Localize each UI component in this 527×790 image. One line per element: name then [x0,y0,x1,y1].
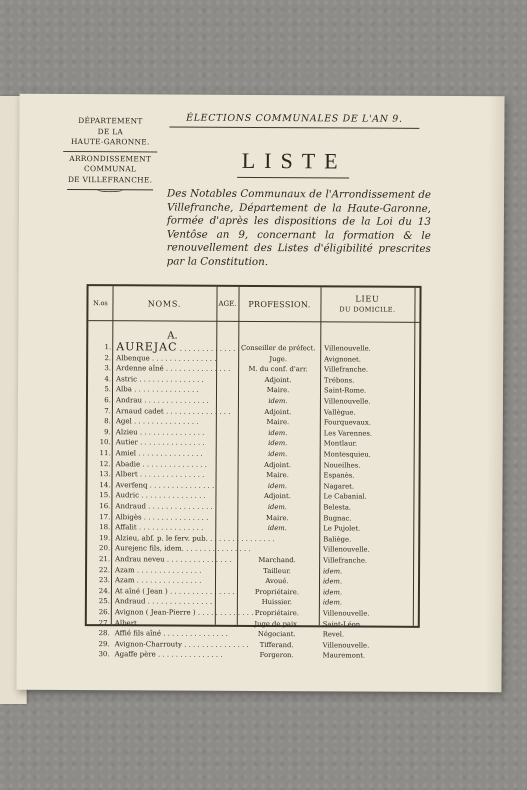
department-line-2: DE LA [97,126,124,136]
arrondissement-line-3: DE VILLEFRANCHE. [67,174,153,184]
row-name: Albert . . . . . . . . . . . . . . . [114,618,204,628]
row-profession: Adjoint. [264,407,292,416]
row-profession: idem. [267,503,288,512]
row-lieu: Saint-Rome. [323,386,367,395]
row-lieu: Espanès. [323,471,355,480]
col-header-profession: PROFESSION. [248,299,311,309]
row-number: 4. [104,374,112,384]
row-lieu: Bugnac. [323,513,352,523]
row-profession: Forgeron. [259,651,294,660]
arrondissement-line-2: COMMUNAL [84,164,137,174]
row-number: 2. [104,353,112,362]
row-lieu: Montlaur. [323,439,358,448]
row-name: Albigès . . . . . . . . . . . . . . . [115,512,209,522]
row-lieu: Le Pujolet. [323,524,361,533]
row-lieu: Villenouvelle. [322,641,370,650]
row-number: 16. [99,502,111,511]
row-number: 26. [98,608,110,617]
row-name: Alba . . . . . . . . . . . . . . . [115,385,199,395]
row-profession: Propriétaire. [254,608,299,618]
row-number: 7. [104,406,111,415]
row-number: 5. [104,385,112,394]
row-lieu: Villenouvelle. [322,609,370,618]
row-lieu: Le Cabanial. [323,492,367,501]
row-number: 14. [99,480,111,490]
row-profession: Propriétaire. [254,587,300,597]
row-number: 22. [98,565,111,574]
row-number: 20. [99,544,111,553]
row-lieu: Avignonet. [324,354,361,364]
row-name: Alzieu, abf. p. le ferv. pub. . . . . . . . . . . . . . . . [115,534,275,543]
table-row [87,649,418,661]
row-name: Avignon-Charrouty . . . . . . . . . . . . . . . [114,640,249,649]
row-name: Abadie . . . . . . . . . . . . . . . [115,459,207,469]
row-name: Amiel . . . . . . . . . . . . . . . [115,449,203,458]
row-profession: Avoué. [265,577,289,586]
row-name: Astric . . . . . . . . . . . . . . . [116,375,204,384]
row-number: 3. [104,364,112,373]
row-lieu: idem. [322,577,343,586]
row-lieu: Villenouvelle. [323,545,370,554]
row-profession: idem. [268,428,288,437]
row-profession: Maire. [266,471,289,480]
row-lieu: Villefranche. [323,556,368,565]
row-lieu: Nagaret. [323,482,355,491]
arrondissement-line-1: ARRONDISSEMENT [69,153,152,163]
row-name: Azam . . . . . . . . . . . . . . . [115,565,202,575]
ornamental-rule [67,189,153,190]
col-header-age: AGE. [218,299,237,308]
row-lieu: idem. [323,566,343,576]
row-profession: Adjoint. [264,460,292,469]
row-lieu: Les Varennes. [323,429,373,438]
row-name: Averfenq . . . . . . . . . . . . . . . [115,481,215,490]
row-profession: Tifferand. [259,640,294,649]
row-profession: Huissier. [261,598,293,607]
col-header-lieu-title: LIEU [355,294,380,304]
row-profession: idem. [268,439,288,448]
row-profession: idem. [268,397,288,406]
row-number: 12. [99,459,111,468]
row-name: Andrau . . . . . . . . . . . . . . . [115,396,209,405]
row-lieu: Trébons. [324,376,355,385]
row-profession: idem. [267,524,287,533]
table-body [88,340,419,660]
row-profession: Juge. [269,354,288,363]
title-rule [237,177,349,179]
row-profession: Adjoint. [264,375,292,384]
section-letter: A. [167,330,178,342]
row-name: Agel . . . . . . . . . . . . . . . [115,417,199,426]
row-number: 27. [98,618,110,627]
row-number: 24. [98,586,110,596]
row-profession: Marchand. [258,555,296,565]
col-header-names: NOMS. [147,298,182,309]
row-lieu: idem. [322,588,343,597]
row-profession: Maire. [266,386,290,395]
row-name: Arnaud cadet . . . . . . . . . . . . . . . [115,406,231,416]
row-name: Avignon ( Jean-Pierre ) . . . . . . . . . . . . . . . [114,608,263,618]
row-number: 17. [99,512,111,521]
row-name: Andraud . . . . . . . . . . . . . . . [115,502,213,511]
row-profession: Adjoint. [263,492,291,501]
row-number: 28. [98,629,110,638]
row-profession: Juge de paix. [254,619,300,628]
row-profession: M. du conf. d'arr. [248,365,308,374]
row-name: Azam . . . . . . . . . . . . . . . [114,576,202,585]
department-line-1: DÉPARTEMENT [78,116,143,126]
row-number: 23. [98,576,111,585]
row-name: Alzieu . . . . . . . . . . . . . . . [115,428,205,437]
department-line-3: HAUTE-GARONNE. [70,137,150,147]
row-lieu: idem. [322,598,343,607]
row-number: 25. [98,597,110,606]
row-lieu: Revel. [322,630,345,639]
row-name: Andrau neveu . . . . . . . . . . . . . . . [115,555,232,564]
row-lieu: Baliège. [323,535,352,544]
row-lieu: Vallègue. [323,407,356,417]
row-number: 18. [99,523,111,532]
row-number: 30. [98,650,110,659]
document-page [16,94,504,693]
row-lieu: Montesquieu. [323,450,371,459]
department-rule [63,150,157,151]
row-name: Autier . . . . . . . . . . . . . . . [115,438,205,448]
row-lieu: Fourquevaux. [323,418,371,427]
title-description: Des Notables Communaux de l'Arrondissement de Villefranche, Département de la Haute-Garonne, formée d'après les dispositions de la Loi du 13 Ventôse an 9, concernant la formation & le renouvellement des Listes d'éligibilité prescrites par la Constitution. [166,187,432,269]
row-lieu: Villenouvelle. [324,344,371,353]
row-name: Affié fils aîné . . . . . . . . . . . . . . . [114,629,228,639]
running-header: ÉLECTIONS COMMUNALES DE L'AN 9. [169,113,419,129]
row-profession: Tailleur. [263,566,291,575]
row-number: 9. [104,427,111,437]
row-name: Agaffe père . . . . . . . . . . . . . . . [114,650,223,660]
row-number: 6. [104,396,111,405]
row-lieu: Villefranche. [324,365,369,374]
notables-table [85,284,422,660]
row-number: 1. [104,343,112,352]
row-number: 8. [104,417,111,426]
row-name: Albenque . . . . . . . . . . . . . . . [116,353,217,363]
col-header-number: N.os [93,299,108,308]
col-header-lieu [320,287,414,321]
row-lieu: Saint-Léon. [322,619,363,629]
row-number: 15. [99,491,111,500]
col-header-lieu-sub: DU DOMICILE. [339,305,396,314]
row-profession: Maire. [266,418,290,427]
row-profession: Négociant. [257,630,296,639]
row-name: AUREJAC . . . . . . . . . . . . . . . [116,340,245,354]
row-name: Andraud . . . . . . . . . . . . . . . [114,597,213,607]
row-number: 19. [99,533,111,543]
row-profession: idem. [268,450,288,459]
row-lieu: Belesta. [323,503,352,512]
row-name: At aîné ( Jean ) . . . . . . . . . . . . . . . [114,587,235,596]
row-name: Affalit . . . . . . . . . . . . . . . [115,523,204,532]
row-number: 10. [99,438,111,447]
row-name: Aurejenc fils, idem. . . . . . . . . . . . . . . . [115,544,251,554]
row-profession: Conseiller de préfect. [240,343,316,353]
row-profession: idem. [267,481,288,490]
row-number: 11. [99,449,111,458]
page-title: LISTE [241,147,347,174]
row-number: 21. [98,555,111,564]
row-name: Albert . . . . . . . . . . . . . . . [115,470,205,479]
department-block [55,116,165,191]
row-name: Audric . . . . . . . . . . . . . . . [115,491,206,501]
row-number: 13. [99,470,111,479]
row-number: 29. [98,639,110,649]
row-lieu: Mauremont. [322,651,366,660]
row-lieu: Villenouvelle. [323,397,371,406]
row-profession: Maire. [266,513,289,522]
row-lieu: Noueilhes. [323,460,361,470]
row-name: Ardenne aîné . . . . . . . . . . . . . . . [116,364,231,374]
